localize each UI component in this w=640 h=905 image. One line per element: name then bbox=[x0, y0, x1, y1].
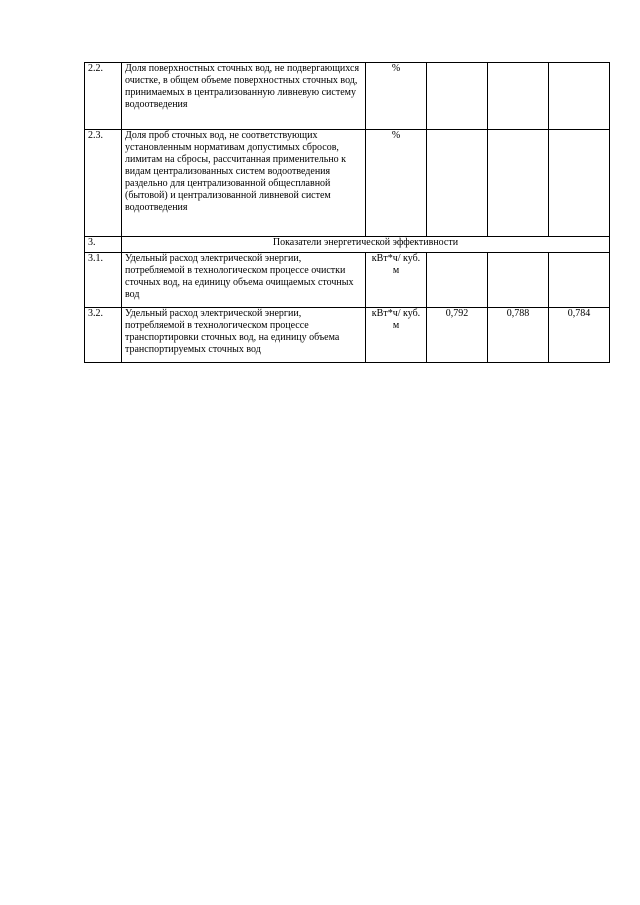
row-number: 3.1. bbox=[85, 253, 122, 308]
row-value bbox=[427, 253, 488, 308]
row-value bbox=[427, 63, 488, 130]
row-value: 0,792 bbox=[427, 308, 488, 363]
row-unit: кВт*ч/ куб. м bbox=[366, 308, 427, 363]
row-value bbox=[488, 63, 549, 130]
row-description: Удельный расход электрической энергии, потребляемой в технологическом процессе очистки сточных вод, на единицу объема очищаемых сточных вод bbox=[122, 253, 366, 308]
row-unit: % bbox=[366, 63, 427, 130]
row-value bbox=[488, 253, 549, 308]
row-description: Удельный расход электрической энергии, потребляемой в технологическом процессе транспортировки сточных вод, на единицу объема транспортируемых сточных вод bbox=[122, 308, 366, 363]
table-row bbox=[85, 63, 610, 130]
row-value bbox=[427, 130, 488, 237]
row-unit: кВт*ч/ куб. м bbox=[366, 253, 427, 308]
row-description: Доля проб сточных вод, не соответствующих установленным нормативам допустимых сбросов, лимитам на сбросы, рассчитанная применительно к видам централизованных систем водоотведения раздельно для централизованной общесплавной (бытовой) и централизованной ливневой систем водоотведения bbox=[122, 130, 366, 237]
table-row bbox=[85, 308, 610, 363]
section-title: Показатели энергетической эффективности bbox=[122, 237, 610, 253]
row-value: 0,784 bbox=[549, 308, 610, 363]
table-row bbox=[85, 130, 610, 237]
row-value: 0,788 bbox=[488, 308, 549, 363]
row-unit: % bbox=[366, 130, 427, 237]
row-number: 2.3. bbox=[85, 130, 122, 237]
row-number: 3.2. bbox=[85, 308, 122, 363]
table-row bbox=[85, 253, 610, 308]
row-value bbox=[549, 130, 610, 237]
section-row bbox=[85, 237, 610, 253]
row-value bbox=[488, 130, 549, 237]
row-value bbox=[549, 63, 610, 130]
indicators-table bbox=[84, 62, 610, 363]
row-value bbox=[549, 253, 610, 308]
section-number: 3. bbox=[85, 237, 122, 253]
row-number: 2.2. bbox=[85, 63, 122, 130]
row-description: Доля поверхностных сточных вод, не подвергающихся очистке, в общем объеме поверхностных сточных вод, принимаемых в централизованную ливневую систему водоотведения bbox=[122, 63, 366, 130]
